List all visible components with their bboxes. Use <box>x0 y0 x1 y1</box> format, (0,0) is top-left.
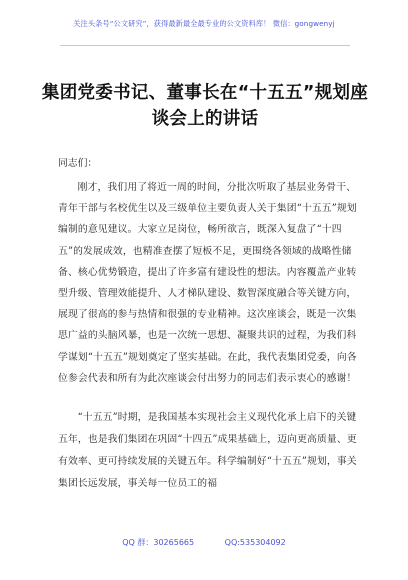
salutation: 同志们： <box>58 158 98 169</box>
body-paragraph: “十五五”时期，是我国基本实现社会主义现代化承上启下的关键五年，也是我们集团在巩固“十四五”成果基础上，迈向更高质量、更有效率、更可持续发展的关键五年。科学编制好“十五五”规划，事关集团长远发展，事关每一位员工的福 <box>58 412 357 489</box>
header-divider <box>60 45 350 46</box>
footer-contact <box>0 537 408 548</box>
body-paragraph: 刚才，我们用了将近一周的时间，分批次听取了基层业务骨干、青年干部与名校优生以及三级单位主要负责人关于集团“十五五”规划编制的意见建议。大家立足岗位，畅所欲言，既深入复盘了“十四五”的发展成效，也精准查摆了短板不足，更围绕各领域的战略性储备、核心优势锻造，提出了许多富有建设性的想法。内容覆盖产业转型升级、管理效能提升、人才梯队建设、数智深度融合等关键方向，展现了很高的参与热情和很强的专业精神。这次座谈会，既是一次集思广益的头脑风暴，也是一次统一思想、凝聚共识的过程，为我们科学谋划“十五五”规划奠定了坚实基础。在此，我代表集团党委，向各位参会代表和所有为此次座谈会付出努力的同志们表示衷心的感谢！ <box>58 182 357 384</box>
footer-qq-number: QQ:535304092 <box>224 538 286 547</box>
header-promo-note: 关注头条号“公文研究”，获得最新最全最专业的公文资料库！ 微信：gongwenyj <box>73 19 335 28</box>
footer-qq-group: QQ 群：30265665 <box>122 538 195 547</box>
document-title: 集团党委书记、董事长在“十五五”规划座谈会上的讲话 <box>41 83 369 129</box>
